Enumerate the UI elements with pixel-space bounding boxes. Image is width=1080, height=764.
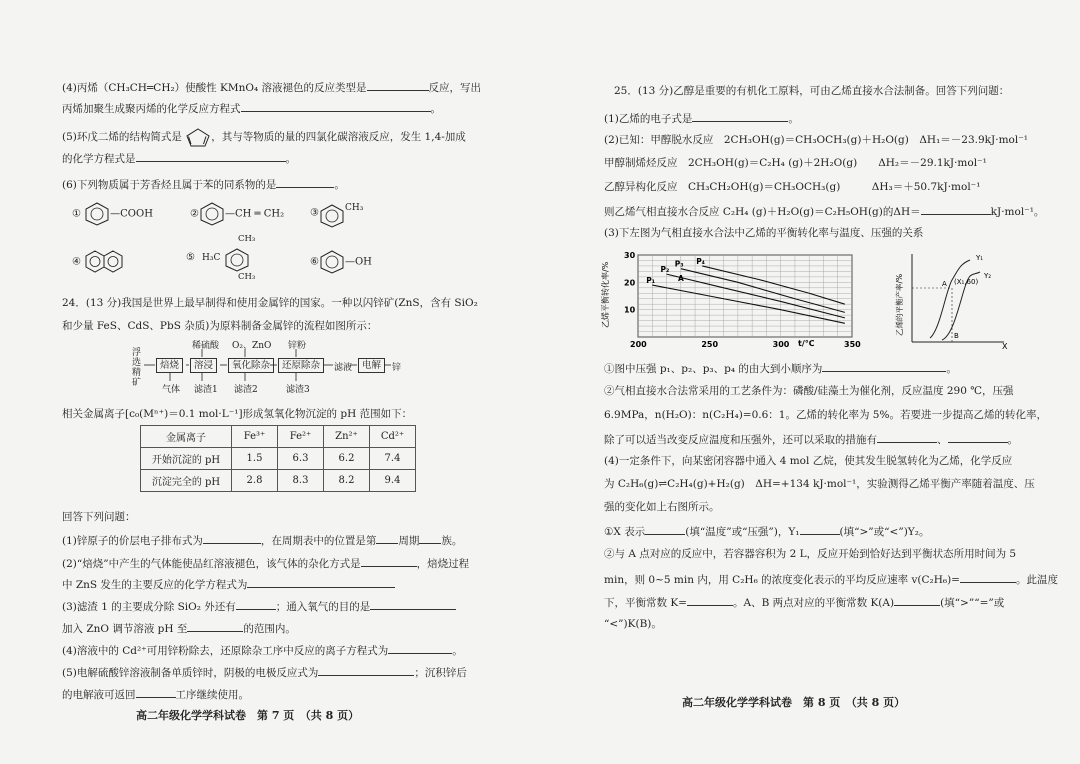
s5-blank-process[interactable] — [136, 686, 176, 698]
option-3-label: ③ — [310, 207, 319, 219]
flow-output-gas: 气体 — [162, 385, 181, 395]
table-header: Zn²⁺ — [324, 426, 370, 448]
s5-text-d: 工序继续使用。 — [175, 689, 249, 701]
q4-text-b: 反应，写出 — [428, 82, 482, 94]
q6-line: (6)下列物质属于芳香烃且属于苯的同系物的是 。 — [62, 176, 345, 192]
c1-text-b: 。 — [946, 363, 957, 375]
d2-text-c: 。此温度 — [1015, 574, 1058, 586]
s5-text-a: (5)电解硫酸锌溶液制备单质锌时，阴极的电极反应式为 — [62, 667, 319, 679]
table-row — [141, 448, 416, 470]
s2-blank-equation[interactable] — [247, 576, 395, 588]
option-6-group: —OH — [344, 256, 372, 268]
d1-blank-compare[interactable] — [800, 523, 840, 535]
option-5-group-a: H₃C — [202, 253, 221, 263]
chart1-series-label: P₁ — [646, 276, 656, 286]
conversion-chart — [602, 250, 868, 350]
p1-text-a: (1)乙烯的电子式是 — [604, 113, 693, 125]
chart1-series — [646, 257, 845, 323]
table-cell: 1.5 — [232, 448, 278, 470]
q6-text: (6)下列物质属于芳香烃且属于苯的同系物的是 — [62, 179, 277, 191]
s3-text-b: ；通入氧气的目的是 — [275, 601, 371, 613]
flow-output-residue1: 滤渣1 — [194, 385, 218, 395]
flow-start: 浮选精矿 — [132, 348, 142, 388]
chart1-series-label: P₃ — [674, 259, 684, 269]
d2-line2 — [604, 571, 1058, 587]
table-intro: 相关金属离子[c₀(Mⁿ⁺)＝0.1 mol·L⁻¹]形成氢氧化物沉淀的 pH 范围如下： — [62, 408, 413, 420]
option-2-group: —CH ═ CH₂ — [224, 208, 285, 220]
q4-text-a: (4)丙烯（CH₃CH═CH₂）使酸性 KMnO₄ 溶液褪色的反应类型是 — [62, 82, 367, 94]
flow-input-acid: 稀硫酸 — [192, 341, 220, 351]
chart1-series-label: P₄ — [696, 256, 705, 266]
chart2-xlabel: X — [1002, 342, 1008, 351]
d2-blank-rate[interactable] — [960, 571, 1016, 583]
q4-line1 — [62, 79, 481, 95]
s3-blank-purpose[interactable] — [370, 598, 456, 610]
c2-line3 — [604, 431, 1018, 447]
table-cell: 8.2 — [324, 470, 370, 492]
d1-text-a: ①X 表示 — [604, 526, 646, 538]
s1-line — [62, 532, 462, 548]
flow-step-reduce: 还原除杂 — [278, 358, 324, 373]
q5-line2: 的化学方程式是 。 — [62, 150, 296, 166]
chart1-x-tick: 200 — [630, 340, 647, 349]
flow-step-oxidize: 氧化除杂 — [228, 358, 274, 373]
cyclopentadiene-structure — [185, 127, 211, 147]
table-row — [141, 470, 416, 492]
table-cell: 6.3 — [278, 448, 324, 470]
flow-output-residue2: 滤渣2 — [234, 385, 258, 395]
table-cell: 开始沉淀的 pH — [141, 448, 232, 470]
option-6 — [310, 250, 372, 274]
option-5-group-b: CH₃ — [238, 234, 256, 244]
q6-blank[interactable] — [276, 176, 334, 188]
q4-text-c: 丙烯加聚生成聚丙烯的化学反应方程式 — [62, 103, 241, 115]
s3-line2 — [62, 620, 296, 636]
s5-blank-cathode[interactable] — [318, 664, 414, 676]
benzene-ring-icon — [319, 204, 345, 228]
chart1-ylabel: 乙烯平衡转化率/% — [601, 261, 610, 328]
q5-text-a: (5)环戊二烯的结构简式是 — [62, 131, 182, 143]
s1-blank-period[interactable] — [376, 532, 398, 544]
c2-text-c: 除了可以适当改变反应温度和压强外，还可以采取的措施有 — [604, 434, 877, 446]
flow-output-residue3: 滤渣3 — [286, 385, 310, 395]
p3-line: (3)下左图为气相直接水合法中乙烯的平衡转化率与温度、压强的关系 — [604, 227, 924, 239]
s2-line2 — [62, 576, 395, 592]
option-5-group-c: CH₃ — [238, 272, 256, 282]
benzene-ring-icon — [84, 202, 110, 226]
flow-step-electrolysis: 电解 — [358, 358, 385, 373]
p2-line2: 甲醇制烯烃反应 2CH₃OH(g)＝C₂H₄ (g)＋2H₂O(g) ΔH₂＝－29.1kJ·mol⁻¹ — [604, 157, 987, 169]
answer-heading: 回答下列问题： — [62, 511, 136, 523]
table-header-row — [141, 426, 416, 448]
s2-blank-hybrid[interactable] — [361, 555, 417, 567]
chart1-y-tick: 10 — [624, 305, 636, 315]
flow-input-zinc-powder: 锌粉 — [288, 341, 307, 351]
p2-blank-delta-h[interactable] — [921, 203, 991, 215]
p2-line3: 乙醇异构化反应 CH₃CH₂OH(g)＝CH₃OCH₃(g) ΔH₃＝＋50.7kJ·mol⁻¹ — [604, 181, 981, 193]
s1-text-d: 族。 — [441, 535, 463, 547]
option-3-group: CH₃ — [344, 202, 364, 213]
chart2-point-b: B — [954, 332, 959, 340]
s4-text: (4)溶液中的 Cd²⁺可用锌粉除去，还原除杂工序中反应的离子方程式为 — [62, 645, 389, 657]
s2-text-c: 中 ZnS 发生的主要反应的化学方程式为 — [62, 579, 248, 591]
d2-text-e: 。A、B 两点对应的平衡常数 K(A) — [732, 597, 895, 609]
naphthalene-structure — [84, 250, 126, 274]
s3-blank-residue[interactable] — [236, 598, 276, 610]
d2-line1: ②与 A 点对应的反应中，若容器容积为 2 L，反应开始到恰好达到平衡状态所用时间为 5 — [604, 548, 1017, 560]
option-2-label: ② — [190, 208, 199, 220]
d2-blank-k[interactable] — [687, 594, 733, 606]
ph-table — [140, 425, 416, 492]
table-header: 金属离子 — [141, 426, 232, 448]
benzene-ring-icon — [199, 202, 225, 226]
d2-text-f: (填“>”“=”或 — [940, 597, 1005, 609]
c2-text-d: 、 — [937, 434, 948, 446]
s2-line1 — [62, 555, 469, 571]
p4-line1: (4)一定条件下，向某密闭容器中通入 4 mol 乙烷，使其发生脱氢转化为乙烯，化学反应 — [604, 455, 1013, 467]
option-4 — [72, 250, 126, 274]
q5-blank-equation[interactable] — [136, 150, 286, 162]
c2-line1: ②气相直接水合法常采用的工艺条件为：磷酸/硅藻土为催化剂，反应温度 290 ℃，压强 — [604, 385, 1014, 397]
flow-step-leach: 溶浸 — [190, 358, 217, 373]
chart2-point-a: A — [942, 280, 947, 288]
s3-blank-ph[interactable] — [187, 620, 243, 632]
c2-blank-measure-1[interactable] — [877, 431, 937, 443]
s1-text-b: ，在周期表中的位置是第 — [260, 535, 377, 547]
flow-input-o2-zno: O₂、ZnO — [232, 341, 272, 351]
page-8 — [540, 0, 1080, 764]
q4-blank-type[interactable] — [367, 79, 429, 91]
option-3 — [310, 198, 363, 228]
p2-text-d: 则乙烯气相直接水合反应 C₂H₄ (g)＋H₂O(g)＝C₂H₅OH(g)的ΔH＝ — [604, 206, 921, 218]
option-5-label: ⑤ — [186, 252, 195, 263]
p2-line4 — [604, 203, 1044, 219]
option-6-label: ⑥ — [310, 256, 319, 268]
chart1-y-tick: 20 — [624, 278, 636, 288]
q4-line2: 丙烯加聚生成聚丙烯的化学反应方程式 。 — [62, 100, 441, 116]
c1-line — [604, 360, 957, 376]
chart2-label-y2: Y₂ — [984, 272, 992, 280]
option-1-group: —COOH — [110, 208, 153, 220]
flow-step-roast: 焙烧 — [156, 358, 183, 373]
p4-line3: 强的变化如上右图所示。 — [604, 501, 720, 513]
p1-text-b: 。 — [788, 113, 799, 125]
chart1-x-tick: 250 — [701, 340, 719, 349]
option-1 — [72, 202, 153, 226]
s3-line1 — [62, 598, 456, 614]
s2-text-b: ，焙烧过程 — [416, 558, 470, 570]
chart2-series-y1 — [930, 260, 970, 338]
table-cell: 9.4 — [370, 470, 416, 492]
chart1-x-tick: 350 — [844, 340, 861, 349]
table-header: Fe³⁺ — [232, 426, 278, 448]
s5-line1 — [62, 664, 467, 680]
page-footer-7: 高二年级化学学科试卷 第 7 页 （共 8 页） — [136, 709, 360, 722]
flow-product-zinc: 锌 — [392, 363, 402, 373]
s1-text-a: (1)锌原子的价层电子排布式为 — [62, 535, 203, 547]
s5-line2 — [62, 686, 249, 702]
p4-line2: 为 C₂H₆(g)⇌C₂H₄(g)+H₂(g) ΔH=+134 kJ·mol⁻¹，实验测得乙烯平衡产率随着温度、压 — [604, 478, 1035, 490]
yield-chart — [890, 250, 1010, 350]
table-header: Cd²⁺ — [370, 426, 416, 448]
d1-text-c: (填“>”或“<”)Y₂。 — [839, 526, 930, 538]
s5-text-b: ；沉积锌后 — [414, 667, 467, 679]
q25-title: 25．(13 分)乙醇是重要的有机化工原料，可由乙烯直接水合法制备。回答下列问题： — [614, 85, 1010, 97]
c1-blank-pressure-order[interactable] — [822, 360, 946, 372]
option-1-label: ① — [72, 208, 81, 220]
chart1-x-tick: 300 — [772, 340, 790, 349]
s3-text-d: 的范围内。 — [243, 623, 296, 635]
s1-blank-group[interactable] — [419, 532, 441, 544]
s3-text-c: 加入 ZnO 调节溶液 pH 至 — [62, 623, 188, 635]
d2-line3 — [604, 594, 1004, 610]
p2-line1: (2)已知：甲醇脱水反应 2CH₃OH(g)＝CH₃OCH₃(g)＋H₂O(g) ΔH₁＝－23.9kJ·mol⁻¹ — [604, 134, 1028, 146]
chart2-ylabel: 乙烯的平衡产率/% — [895, 273, 904, 336]
flow-filtrate: 滤液 — [334, 363, 353, 373]
chart1-y-tick: 30 — [624, 251, 636, 260]
p2-text-e: kJ·mol⁻¹。 — [990, 206, 1045, 218]
table-cell: 2.8 — [232, 470, 278, 492]
s2-text-a: (2)“焙烧”中产生的气体能使品红溶液褪色，该气体的杂化方式是 — [62, 558, 361, 570]
chart2-point-a-coord: (X₁,60) — [954, 278, 979, 286]
c2-line2: 6.9MPa，n(H₂O)：n(C₂H₄)=0.6：1。乙烯的转化率为 5%。若要进一步提高乙烯的转化率， — [604, 409, 1047, 421]
d2-blank-k-compare[interactable] — [894, 594, 940, 606]
q5-text-c: 的化学方程式是 — [62, 153, 136, 165]
chart1-point-a: A — [677, 273, 684, 283]
chart2-label-y1: Y₁ — [976, 254, 984, 262]
q4-blank-equation[interactable] — [241, 100, 431, 112]
c1-text-a: ①图中压强 p₁、p₂、p₃、p₄ 的由大到小顺序为 — [604, 363, 823, 375]
p1-line — [604, 110, 799, 126]
table-cell: 8.3 — [278, 470, 324, 492]
option-2 — [190, 202, 284, 226]
chart1-series-label: P₂ — [660, 265, 670, 275]
table-cell: 7.4 — [370, 448, 416, 470]
d2-text-d: 下，平衡常数 K= — [604, 597, 687, 609]
s3-text-a: (3)滤渣 1 的主要成分除 SiO₂ 外还有 — [62, 601, 236, 613]
flow-arrows — [130, 338, 410, 398]
s5-text-c: 的电解液可返回 — [62, 689, 136, 701]
q5-text-b: ，其与等物质的量的四氯化碳溶液反应，发生 1,4-加成 — [211, 131, 466, 143]
s1-text-c: 周期 — [398, 535, 420, 547]
c2-blank-measure-2[interactable] — [948, 431, 1008, 443]
q24-line1: 24．(13 分)我国是世界上最早制得和使用金属锌的国家。一种以闪锌矿(ZnS，含有 SiO₂ — [62, 297, 478, 309]
benzene-ring-icon — [319, 250, 345, 274]
table-header: Fe²⁺ — [278, 426, 324, 448]
chart1-xlabel: t/℃ — [798, 339, 815, 348]
table-cell: 沉淀完全的 pH — [141, 470, 232, 492]
q5-line1 — [62, 127, 466, 147]
option-4-label: ④ — [72, 256, 81, 268]
page-footer-8: 高二年级化学学科试卷 第 8 页 （共 8 页） — [682, 696, 906, 709]
process-flow-diagram — [130, 338, 410, 398]
s1-blank-config[interactable] — [203, 532, 261, 544]
d1-line — [604, 523, 929, 539]
q24-line2: 和少量 FeS、CdS、PbS 杂质)为原料制备金属锌的流程如图所示： — [62, 320, 378, 332]
table-cell: 6.2 — [324, 448, 370, 470]
p1-blank-electron-formula[interactable] — [692, 110, 788, 122]
d1-blank-x[interactable] — [645, 523, 685, 535]
benzene-ring-icon — [224, 248, 250, 272]
s4-line: (4)溶液中的 Cd²⁺可用锌粉除去，还原除杂工序中反应的离子方程式为 。 — [62, 642, 463, 658]
c2-text-e: 。 — [1007, 434, 1018, 446]
d2-text-b: min，则 0~5 min 内，用 C₂H₆ 的浓度变化表示的平均反应速率 v(C₂H₆)= — [604, 574, 960, 586]
s4-blank-ionic-eq[interactable] — [388, 642, 452, 654]
option-5 — [186, 236, 266, 282]
d1-text-b: (填“温度”或“压强”)，Y₁ — [685, 526, 800, 538]
d2-line4: “<”)K(B)。 — [604, 618, 662, 630]
